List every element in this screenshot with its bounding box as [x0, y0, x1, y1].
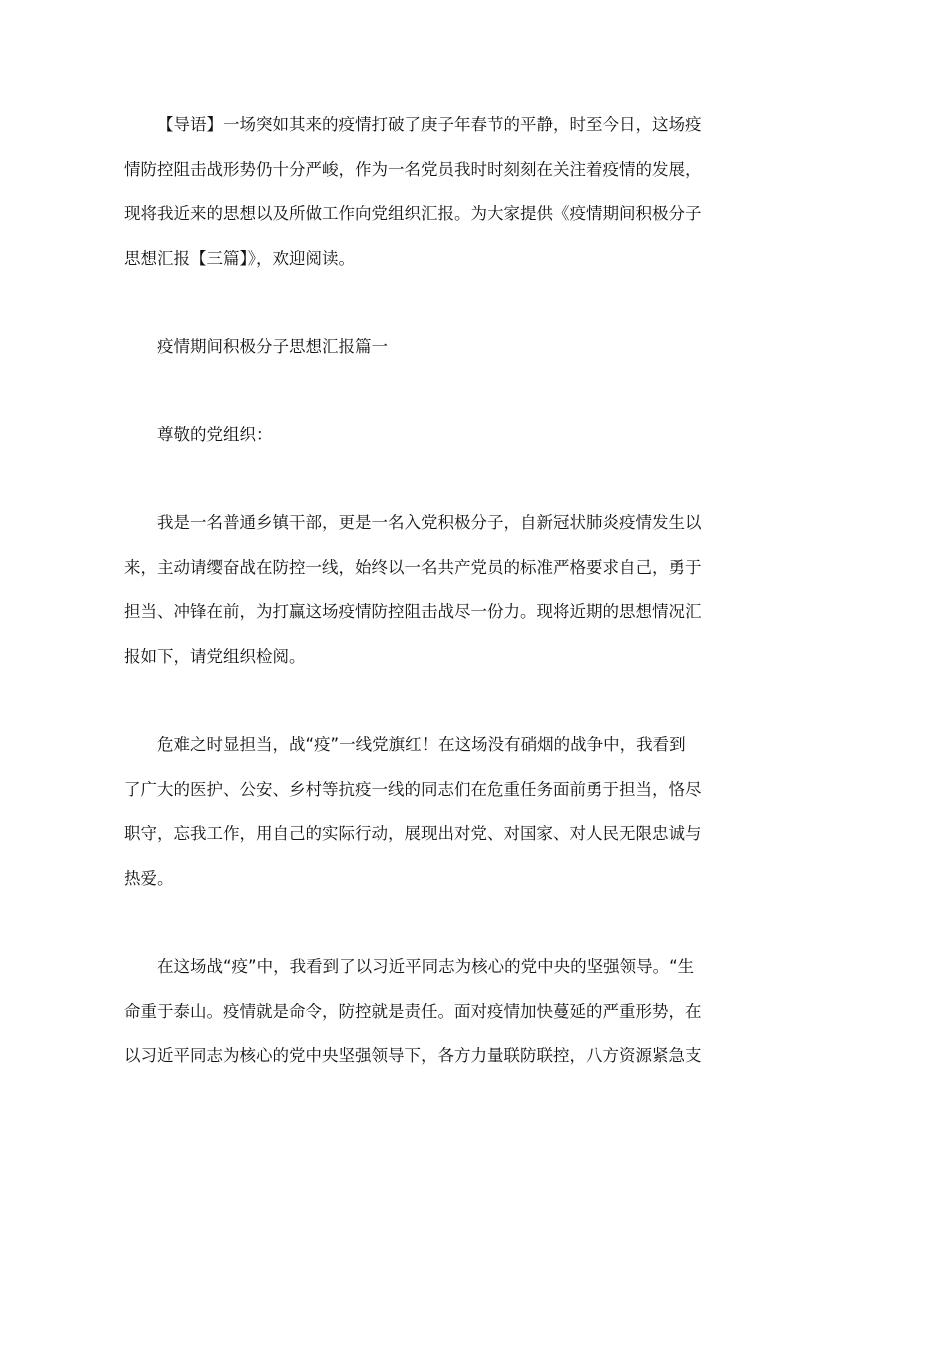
- paragraph-1: [124, 501, 724, 679]
- paragraph-line: 危难之时显担当，战“疫”一线党旗红！在这场没有硝烟的战争中，我看到: [157, 735, 686, 754]
- intro-paragraph: [124, 103, 724, 281]
- salutation-text: 尊敬的党组织：: [157, 425, 273, 444]
- paragraph-line: 来，主动请缨奋战在防控一线，始终以一名共产党员的标准严格要求自己，勇于: [124, 557, 702, 577]
- intro-line: 【导语】一场突如其来的疫情打破了庚子年春节的平静，时至今日，这场疫: [157, 115, 702, 134]
- section-title-text: 疫情期间积极分子思想汇报篇一: [157, 337, 388, 356]
- paragraph-3: [124, 945, 724, 1079]
- paragraph-line: 命重于泰山。疫情就是命令，防控就是责任。面对疫情加快蔓延的严重形势，在: [124, 1001, 702, 1021]
- intro-line: 思想汇报【三篇】》，欢迎阅读。: [124, 248, 355, 268]
- paragraph-line: 报如下，请党组织检阅。: [124, 646, 306, 666]
- paragraph-line: 以习近平同志为核心的党中央坚强领导下，各方力量联防联控，八方资源紧急支: [124, 1046, 702, 1065]
- paragraph-line: 职守，忘我工作，用自己的实际行动，展现出对党、对国家、对人民无限忠诚与: [124, 824, 702, 843]
- intro-line: 现将我近来的思想以及所做工作向党组织汇报。为大家提供《疫情期间积极分子: [124, 204, 702, 223]
- paragraph-line: 在这场战“疫”中，我看到了以习近平同志为核心的党中央的坚强领导。“生: [157, 957, 695, 976]
- paragraph-line: 担当、冲锋在前，为打赢这场疫情防控阻击战尽一份力。现将近期的思想情况汇: [124, 602, 702, 621]
- section-title: [124, 325, 724, 370]
- salutation: [124, 413, 724, 458]
- paragraph-2: [124, 723, 724, 901]
- paragraph-line: 我是一名普通乡镇干部，更是一名入党积极分子，自新冠状肺炎疫情发生以: [157, 513, 702, 532]
- paragraph-line: 了广大的医护、公安、乡村等抗疫一线的同志们在危重任务面前勇于担当，恪尽: [124, 779, 702, 799]
- paragraph-line: 热爱。: [124, 868, 174, 888]
- intro-line: 情防控阻击战形势仍十分严峻，作为一名党员我时时刻刻在关注着疫情的发展，: [124, 159, 702, 179]
